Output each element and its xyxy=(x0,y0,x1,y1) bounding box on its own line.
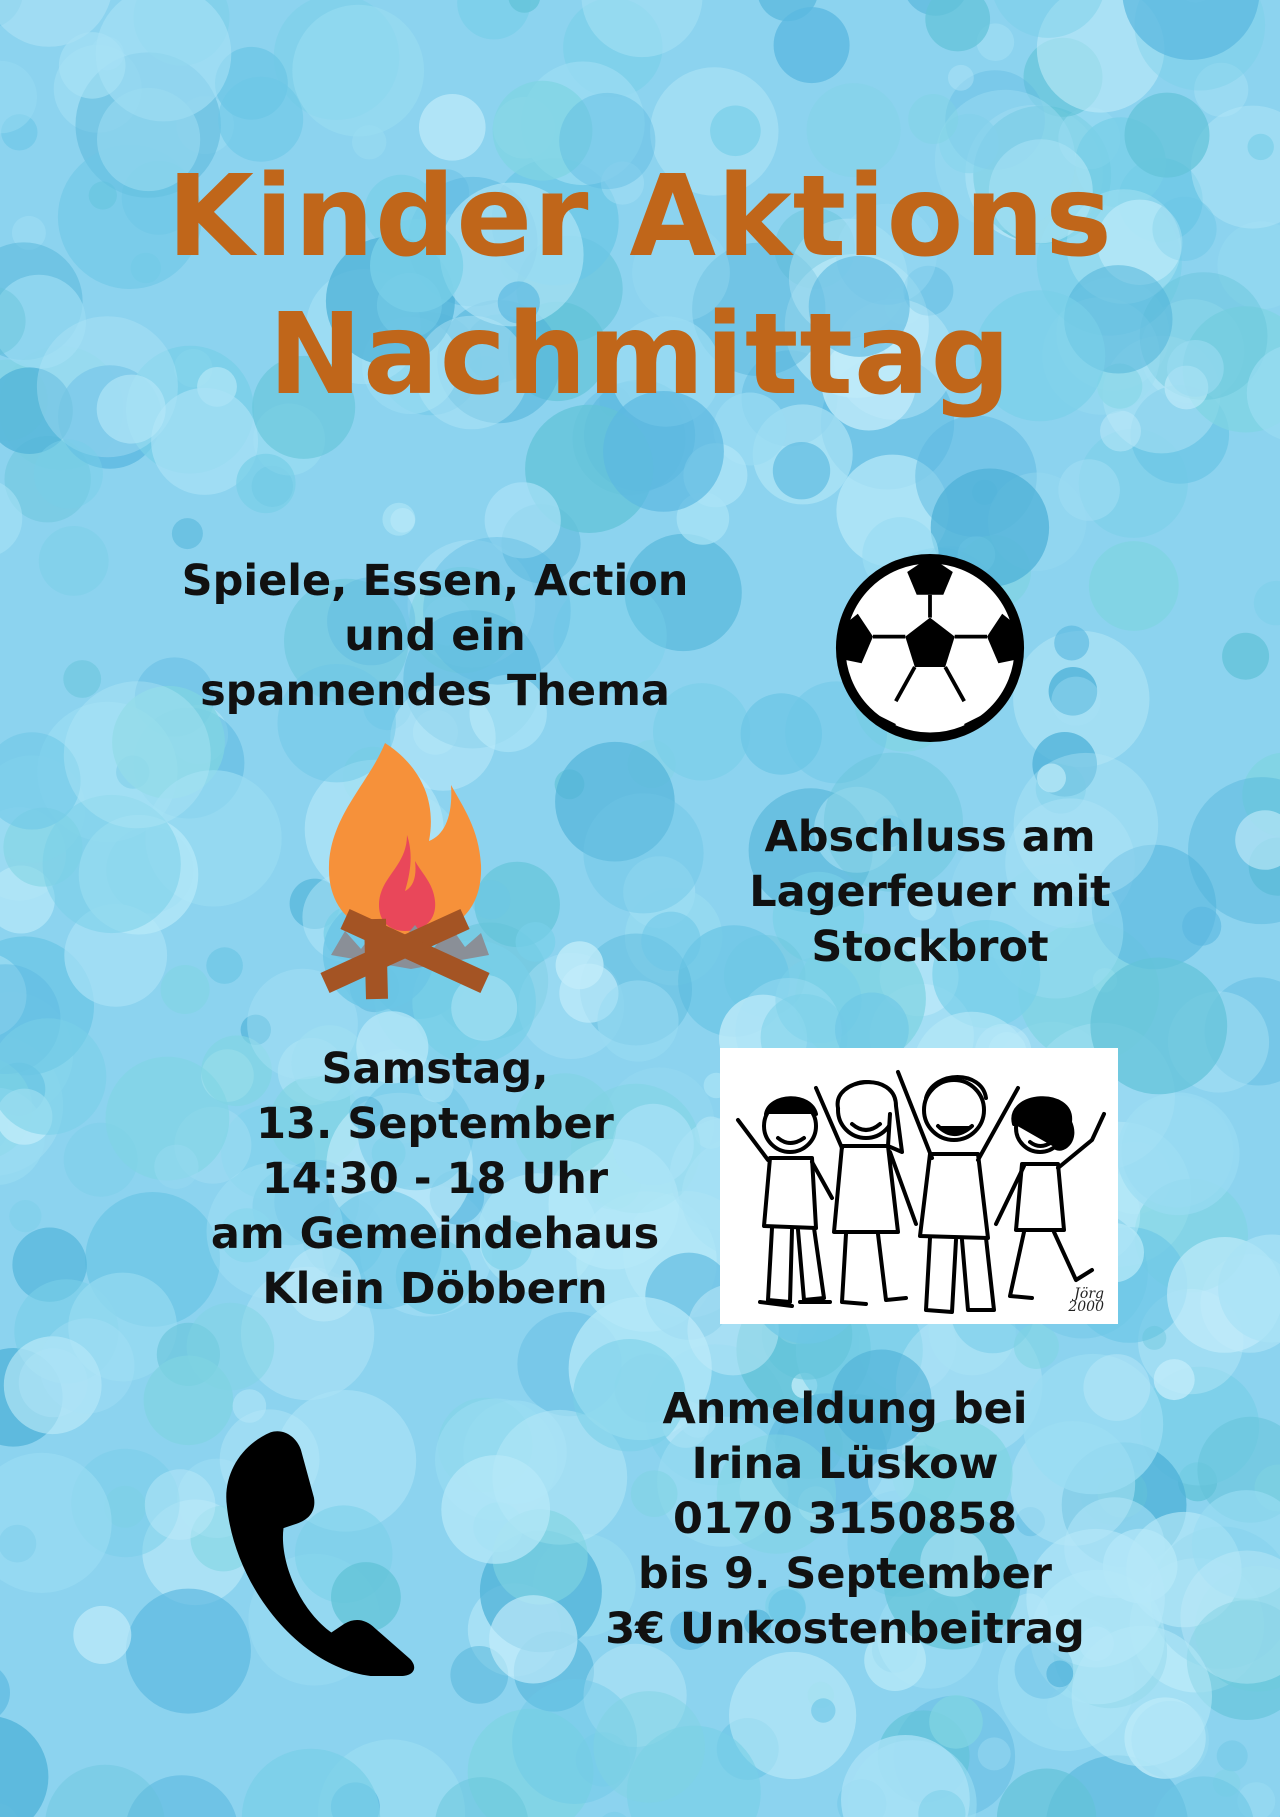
activities-text xyxy=(130,554,740,719)
bubble xyxy=(1222,633,1269,680)
phone-number: 0170 3150858 xyxy=(672,1494,1018,1544)
bubble xyxy=(774,7,850,83)
poster-title xyxy=(0,148,1280,424)
date-line: Klein Döbbern xyxy=(262,1264,608,1314)
bubble xyxy=(1089,541,1179,631)
bubble xyxy=(1254,581,1280,625)
bubble xyxy=(9,1200,41,1232)
registration-line: Irina Lüskow xyxy=(691,1439,999,1489)
bubble xyxy=(811,1698,835,1722)
bubble xyxy=(598,1812,631,1817)
registration-line: Anmeldung bei xyxy=(662,1384,1028,1434)
cheering-kids-illustration xyxy=(720,1048,1118,1324)
activities-line: spannendes Thema xyxy=(200,666,670,716)
campfire-icon xyxy=(315,743,495,1001)
campfire-line: Abschluss am xyxy=(764,812,1096,862)
bubble xyxy=(73,1606,131,1664)
bubble xyxy=(390,508,415,533)
date-line: 14:30 - 18 Uhr xyxy=(261,1154,609,1204)
bubble xyxy=(1051,677,1100,726)
signature-name: Jörg xyxy=(1074,1286,1104,1302)
bubble xyxy=(292,5,424,137)
date-line: Samstag, xyxy=(321,1044,549,1094)
title-line-2: Nachmittag xyxy=(268,290,1012,420)
bubble xyxy=(1154,1359,1195,1400)
bubble xyxy=(908,94,958,144)
bubble xyxy=(145,1469,216,1540)
bubble xyxy=(1054,626,1089,661)
bubble xyxy=(161,965,210,1014)
bubble xyxy=(948,65,974,91)
registration-text xyxy=(560,1382,1130,1657)
bubble xyxy=(39,1318,134,1413)
bubble xyxy=(172,518,203,549)
bubble xyxy=(63,660,101,698)
bubble xyxy=(1014,1324,1059,1369)
bubble xyxy=(236,454,295,513)
bubble xyxy=(0,1663,10,1723)
phone-icon xyxy=(218,1428,436,1676)
date-line: am Gemeindehaus xyxy=(210,1209,660,1259)
bubble xyxy=(0,1716,48,1817)
title-line-1: Kinder Aktions xyxy=(167,152,1113,282)
signature-year: 2000 xyxy=(1068,1299,1104,1315)
bubble xyxy=(741,693,822,774)
bubble xyxy=(1142,1326,1166,1350)
registration-line: bis 9. September xyxy=(638,1549,1052,1599)
campfire-line: Stockbrot xyxy=(811,922,1049,972)
date-location-text xyxy=(130,1042,740,1317)
bubble xyxy=(1276,1804,1280,1817)
campfire-text xyxy=(660,810,1200,975)
campfire-line: Lagerfeuer mit xyxy=(749,867,1111,917)
soccer-ball-icon xyxy=(835,553,1025,743)
bubble xyxy=(556,941,604,989)
kids-drawing xyxy=(720,1048,1118,1324)
bubble xyxy=(516,922,556,962)
bubble xyxy=(45,1765,165,1817)
date-line: 13. September xyxy=(256,1099,614,1149)
bubble xyxy=(206,947,243,984)
bubble xyxy=(1217,1740,1248,1771)
bubble xyxy=(0,1018,106,1135)
bubble xyxy=(34,440,103,509)
bubble xyxy=(978,1737,1011,1770)
fee-line: 3€ Unkostenbeitrag xyxy=(605,1604,1085,1654)
bubble xyxy=(39,526,109,596)
bubble xyxy=(929,1695,983,1749)
bubble xyxy=(441,1455,550,1564)
bubble xyxy=(593,1691,705,1803)
activities-line: Spiele, Essen, Action xyxy=(181,556,689,606)
artist-signature xyxy=(1068,1288,1104,1314)
activities-line: und ein xyxy=(344,611,526,661)
bubble xyxy=(773,442,830,499)
